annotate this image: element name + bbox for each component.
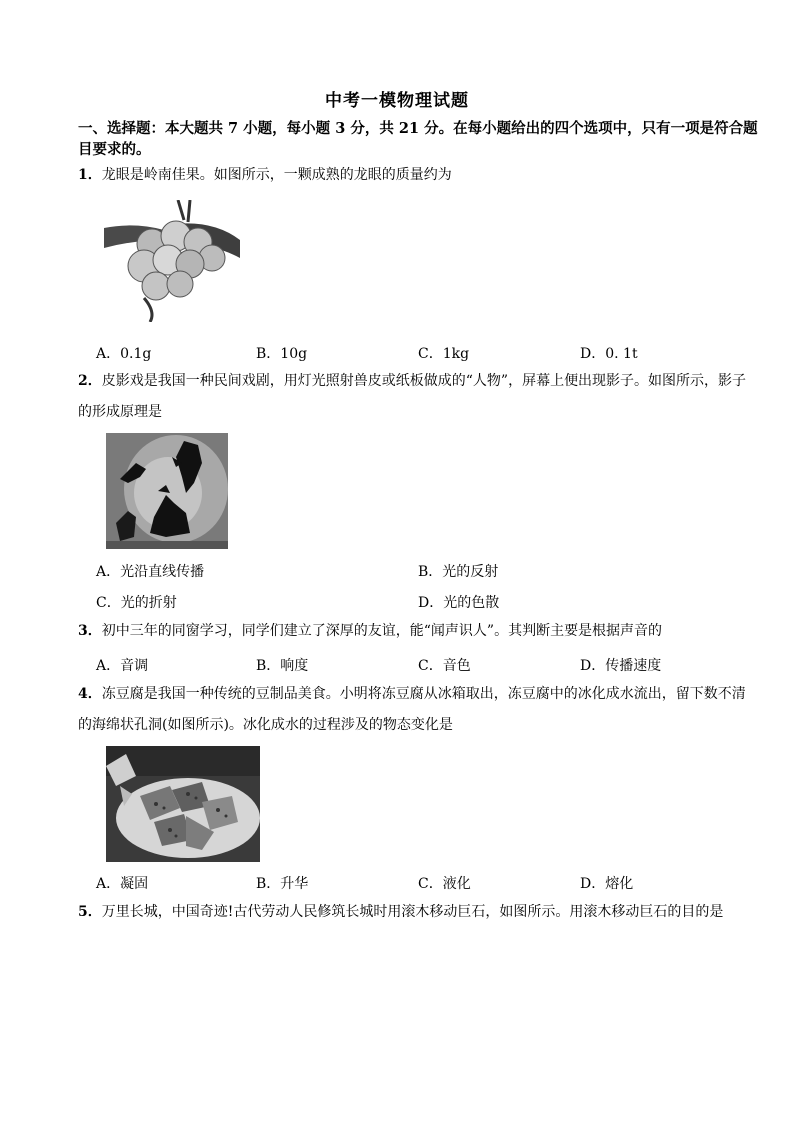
option-d[interactable]: D．熔化 bbox=[580, 876, 634, 892]
option-c[interactable]: C．光的折射 bbox=[96, 595, 177, 611]
question-text: 龙眼是岭南佳果。如图所示，一颗成熟的龙眼的质量约为 bbox=[101, 167, 452, 183]
question-text: 皮影戏是我国一种民间戏剧，用灯光照射兽皮或纸板做成的“人物”，屏幕上便出现影子。如图所示，影子的形成原理是 bbox=[78, 373, 747, 420]
option-a[interactable]: A．光沿直线传播 bbox=[96, 564, 205, 580]
page-title: 中考一模物理试题 bbox=[325, 91, 469, 111]
option-b[interactable]: B．10g bbox=[256, 346, 308, 362]
option-b[interactable]: B．光的反射 bbox=[418, 564, 499, 580]
question-number: 2． bbox=[78, 373, 102, 389]
option-c[interactable]: C．液化 bbox=[418, 876, 471, 892]
question-number: 3． bbox=[78, 623, 102, 639]
option-b[interactable]: B．响度 bbox=[256, 658, 309, 674]
option-a[interactable]: A．0.1g bbox=[96, 346, 152, 362]
question-number: 4． bbox=[78, 686, 102, 702]
options-q2-row1 bbox=[96, 561, 756, 581]
question-number: 1． bbox=[78, 167, 102, 183]
option-d[interactable]: D．0. 1t bbox=[580, 346, 638, 362]
option-a[interactable]: A．凝固 bbox=[96, 876, 149, 892]
option-d[interactable]: D．光的色散 bbox=[418, 595, 500, 611]
shadow-puppet-image bbox=[106, 433, 228, 549]
section-heading: 一、选择题：本大题共 7 小题，每小题 3 分，共 21 分。在每小题给出的四个选项中，只有一项是符合题目要求的。 bbox=[78, 120, 758, 158]
question-number: 5． bbox=[78, 904, 102, 920]
options-q3 bbox=[96, 655, 756, 675]
question-text: 初中三年的同窗学习，同学们建立了深厚的友谊，能“闻声识人”。其判断主要是根据声音的 bbox=[101, 623, 663, 639]
question-text: 冻豆腐是我国一种传统的豆制品美食。小明将冻豆腐从冰箱取出，冻豆腐中的冰化成水流出，留下数不清的海绵状孔洞(如图所示)。冰化成水的过程涉及的物态变化是 bbox=[78, 686, 746, 733]
frozen-tofu-image bbox=[106, 746, 260, 862]
longan-image bbox=[104, 200, 240, 322]
options-q1 bbox=[96, 343, 756, 363]
option-c[interactable]: C．1kg bbox=[418, 346, 470, 362]
options-q4 bbox=[96, 873, 756, 893]
option-b[interactable]: B．升华 bbox=[256, 876, 309, 892]
question-2 bbox=[78, 366, 758, 428]
question-4 bbox=[78, 679, 758, 741]
options-q2-row2 bbox=[96, 592, 756, 612]
option-c[interactable]: C．音色 bbox=[418, 658, 471, 674]
question-1 bbox=[78, 160, 758, 191]
option-a[interactable]: A．音调 bbox=[96, 658, 149, 674]
question-text: 万里长城，中国奇迹!古代劳动人民修筑长城时用滚木移动巨石，如图所示。用滚木移动巨石的目的是 bbox=[101, 904, 724, 920]
question-5 bbox=[78, 897, 758, 928]
option-d[interactable]: D．传播速度 bbox=[580, 658, 662, 674]
question-3 bbox=[78, 616, 758, 647]
